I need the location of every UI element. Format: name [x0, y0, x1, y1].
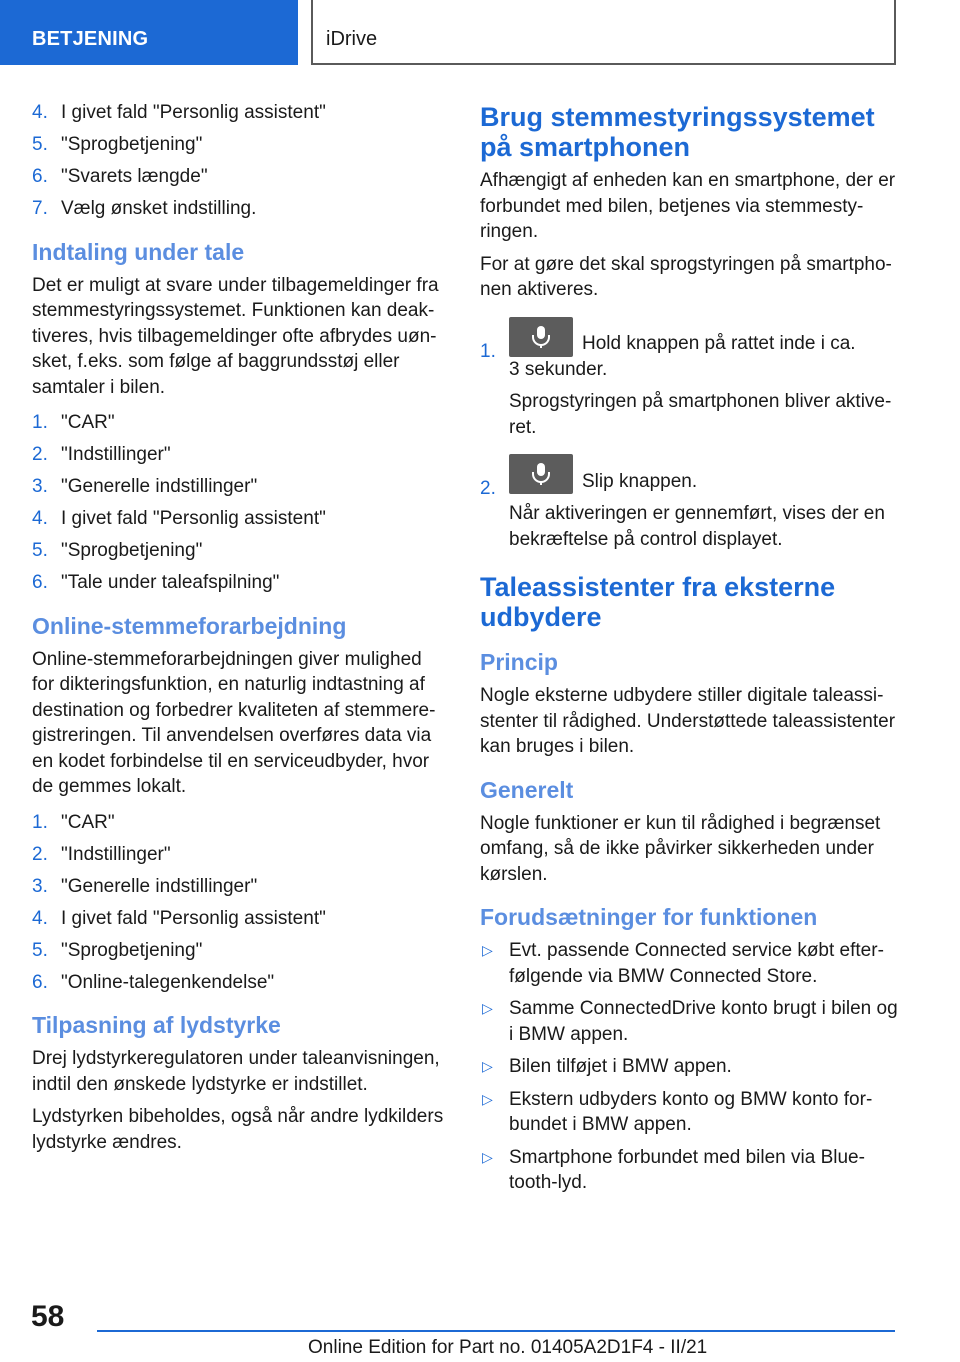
list-item: 2. "Indstillinger": [32, 843, 171, 865]
requirements-list: [480, 938, 900, 1196]
triangle-bullet-icon: ▷: [482, 942, 493, 958]
list-item: 5. "Sprogbetjening": [32, 540, 203, 561]
paragraph-online: Online-stemmeforarbejdningen giver mulighed for dikteringsfunktion, en naturlig indtastning af destination og forbedrer kvaliteten af stemmeregistreringen. Til anvendelsen overføres data via en kodet forbindelse til en serviceudbyder, hvor de gemmes lokalt.: [32, 648, 436, 797]
triangle-bullet-icon: ▷: [482, 1090, 493, 1107]
paragraph-brug-2: For at gøre det skal sprogstyringen på smartphonen aktiveres.: [480, 253, 892, 300]
list-item: 2. Slip knappen. Når aktiveringen er gennemført, vises der en bekræftelse på control displayet.: [480, 454, 900, 552]
list-item: ▷ Smartphone forbundet med bilen via Bluetooth-lyd.: [482, 1146, 865, 1193]
right-column: [480, 100, 900, 1203]
list-item: 1. Hold knappen på rattet inde i ca. 3 sekunder. Sprogstyringen på smartphonen bliver aktiveret.: [480, 317, 900, 441]
steps-list-a: [32, 100, 444, 222]
triangle-bullet-icon: ▷: [482, 1148, 493, 1165]
list-item: 5. "Sprogbetjening": [32, 134, 203, 155]
step-result: Når aktiveringen er gennemført, vises der en bekræftelse på control displayet.: [509, 503, 885, 550]
chapter-title: iDrive: [326, 28, 378, 50]
list-item: ▷ Ekstern udbyders konto og BMW konto forbundet i BMW appen.: [482, 1088, 873, 1135]
steps-list-c: [32, 810, 444, 996]
section-tab: [0, 0, 298, 65]
list-item: ▷ Evt. passende Connected service købt efterfølgende via BMW Connected Store.: [482, 940, 884, 987]
step-text: Slip knappen.: [582, 470, 698, 492]
list-item: 6. "Tale under taleafspilning": [32, 572, 280, 593]
steps-list-b: [32, 410, 444, 596]
list-item: ▷ Samme ConnectedDrive konto brugt i bilen og i BMW appen.: [482, 998, 898, 1045]
chapter-header: [311, 0, 896, 65]
microphone-icon: [509, 317, 573, 357]
smartphone-steps: [480, 317, 900, 553]
list-item: 3. "Generelle indstillinger": [32, 476, 258, 497]
triangle-bullet-icon: ▷: [482, 1058, 493, 1074]
paragraph-generelt: Nogle funktioner er kun til rådighed i begrænset omfang, så de ikke påvirker sikkerheden under kørslen.: [480, 812, 881, 885]
heading-forudsaetninger: Forudsætninger for funktionen: [480, 904, 818, 930]
paragraph-princip: Nogle eksterne udbydere stiller digitale taleassistenter til rådighed. Understøttede taleassistenter kan bruges i bilen.: [480, 685, 896, 757]
page-number: 58: [31, 1300, 65, 1333]
list-item: 7. Vælg ønsket indstilling.: [32, 198, 257, 219]
list-item: 4. I givet fald "Personlig assistent": [32, 102, 326, 123]
paragraph-tilpasning-2: Lydstyrken bibeholdes, også når andre lydkilders lydstyrke ændres.: [32, 1106, 444, 1153]
list-item: 6. "Svarets længde": [32, 166, 208, 187]
section-title: BETJENING: [32, 28, 149, 50]
heading-generelt: Generelt: [480, 776, 574, 803]
heading-indtaling: Indtaling under tale: [32, 238, 245, 265]
triangle-bullet-icon: ▷: [482, 1000, 493, 1016]
list-item: 5. "Sprogbetjening": [32, 939, 203, 961]
list-item: 4. I givet fald "Personlig assistent": [32, 907, 326, 929]
list-item: 1. "CAR": [32, 811, 115, 833]
heading-online: Online-stemmeforarbejdning: [32, 612, 347, 639]
heading-tilpasning: Tilpasning af lydstyrke: [32, 1012, 281, 1038]
paragraph-tilpasning-1: Drej lydstyrkeregulatoren under taleanvisningen, indtil den ønskede lydstyrke er indstillet.: [32, 1048, 440, 1095]
step-result: Sprogstyringen på smartphonen bliver aktiveret.: [509, 391, 892, 438]
list-item: 2. "Indstillinger": [32, 444, 171, 465]
paragraph-brug-1: Afhængigt af enheden kan en smartphone, der er forbundet med bilen, betjenes via stemmestyringen.: [480, 170, 896, 242]
microphone-icon: [509, 454, 573, 494]
heading-princip: Princip: [480, 649, 558, 675]
list-item: 3. "Generelle indstillinger": [32, 875, 258, 897]
footer-edition: Online Edition for Part no. 01405A2D1F4 - II/21: [308, 1337, 708, 1358]
footer-divider: [97, 1330, 895, 1332]
list-item: 6. "Online-talegenkendelse": [32, 971, 275, 993]
list-item: ▷ Bilen tilføjet i BMW appen.: [480, 1054, 900, 1080]
heading-brug: Brug stemmestyringssystemet på smartphonen: [480, 102, 875, 162]
list-item: 4. I givet fald "Personlig assistent": [32, 508, 326, 529]
heading-taleassistenter: Taleassistenter fra eksterne udbydere: [480, 572, 836, 632]
left-column: [32, 100, 444, 1162]
list-item: 1. "CAR": [32, 412, 115, 433]
paragraph-indtaling: Det er muligt at svare under tilbagemeldinger fra stemmestyringssystemet. Funktionen kan deaktiveres, hvis tilbagemeldinger ofte afbrydes uønsket, f.eks. som følge af baggrundsstøj eller samtaler i bilen.: [32, 274, 439, 398]
